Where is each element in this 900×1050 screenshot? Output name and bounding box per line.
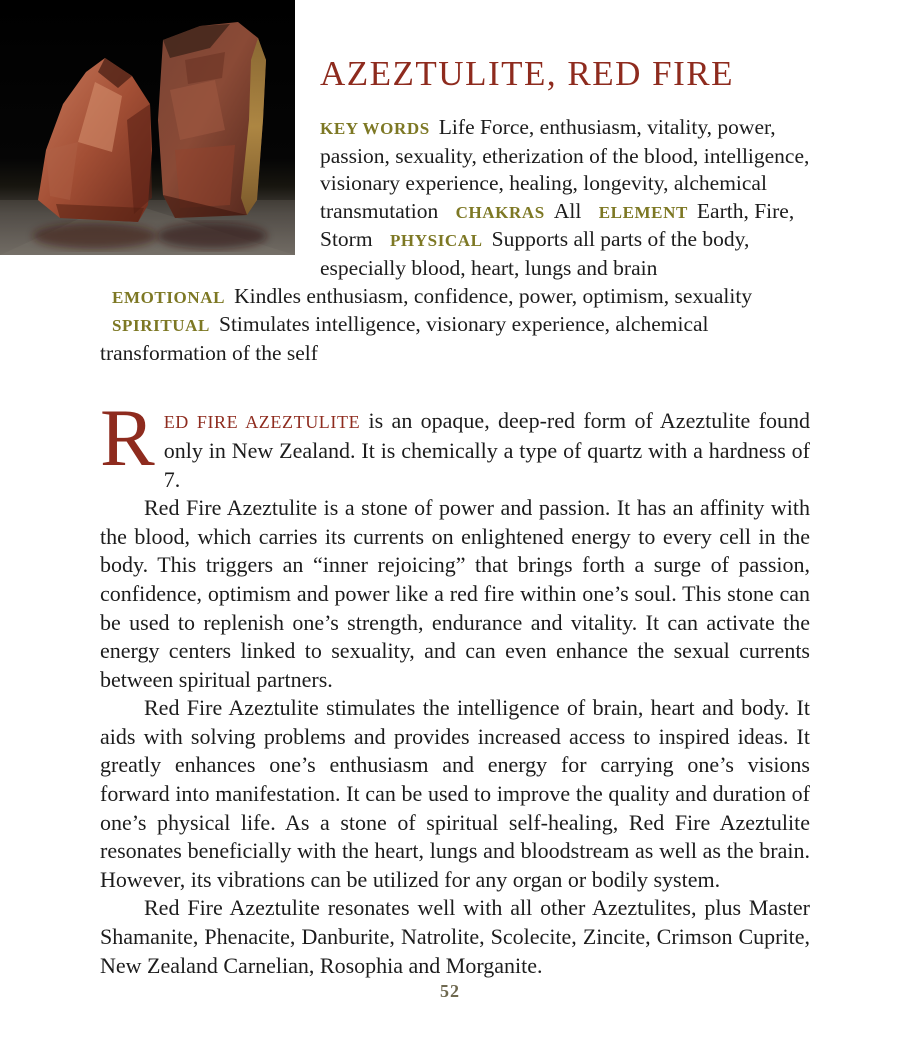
- drop-cap: R: [100, 392, 155, 484]
- keyword-text: All: [553, 198, 587, 223]
- keyword-text: Earth, Fire, Storm: [320, 198, 795, 252]
- keyword-text: Supports all parts of the body, especially blood, heart, lungs and brain: [320, 227, 750, 280]
- keyword-text: Life Force, enthusiasm, vitality, power, passion, sexuality, etherization of the blood, intelligence, visionary experience, healing, longevity, alchemical transmutation: [320, 115, 810, 223]
- article-body: [100, 392, 810, 980]
- keyword-label: EMOTIONAL: [112, 287, 226, 307]
- lead-paragraph-text: is an opaque, deep-red form of Azeztulite found only in New Zealand. It is chemically a type of quartz with a hardness of 7.: [163, 408, 810, 492]
- specimen-photo: [0, 0, 295, 255]
- keyword-label: CHAKRAS: [455, 202, 545, 222]
- page-number: 52: [440, 981, 460, 1001]
- keyword-text: Stimulates intelligence, visionary experience, alchemical transformation of the self: [100, 312, 709, 365]
- keyword-label: ELEMENT: [598, 202, 688, 222]
- keyword-text: Kindles enthusiasm, confidence, power, optimism, sexuality: [234, 283, 753, 308]
- body-paragraph: Red Fire Azeztulite stimulates the intelligence of brain, heart and body. It aids with solving problems and provides increased access to inspired ideas. It greatly enhances one’s enthusiasm and energy for carrying one’s visions forward into manifestation. It can be used to improve the quality and duration of one’s physical life. As a stone of spiritual self-healing, Red Fire Azeztulite resonates beneficially with the heart, lungs and bloodstream as well as the brain. However, its vibrations can be utilized for any organ or bodily system.: [100, 695, 810, 892]
- body-paragraph: Red Fire Azeztulite is a stone of power and passion. It has an affinity with the blood, which carries its currents on enlightened energy to every cell in the body. This triggers an “inner rejoicing” that brings forth a surge of passion, confidence, optimism and power like a red fire within one’s soul. This stone can be used to replenish one’s strength, endurance and vitality. It can activate the energy centers linked to sexuality, and can even enhance the sexual currents between spiritual partners.: [100, 495, 810, 692]
- page-title: AZEZTULITE, RED FIRE: [320, 54, 734, 93]
- stone-photo-illustration: [0, 0, 295, 255]
- lead-paragraph: [100, 392, 810, 494]
- keyword-label: KEY WORDS: [320, 119, 430, 138]
- keyword-label: PHYSICAL: [389, 231, 483, 251]
- lead-in-small-caps: ED FIRE AZEZTULITE: [163, 412, 361, 433]
- body-paragraph: Red Fire Azeztulite resonates well with all other Azeztulites, plus Master Shamanite, Phenacite, Danburite, Natrolite, Scolecite, Zincite, Crimson Cuprite, New Zealand Carnelian, Rosophia and Morganite.: [100, 895, 810, 978]
- keyword-label: SPIRITUAL: [112, 316, 210, 336]
